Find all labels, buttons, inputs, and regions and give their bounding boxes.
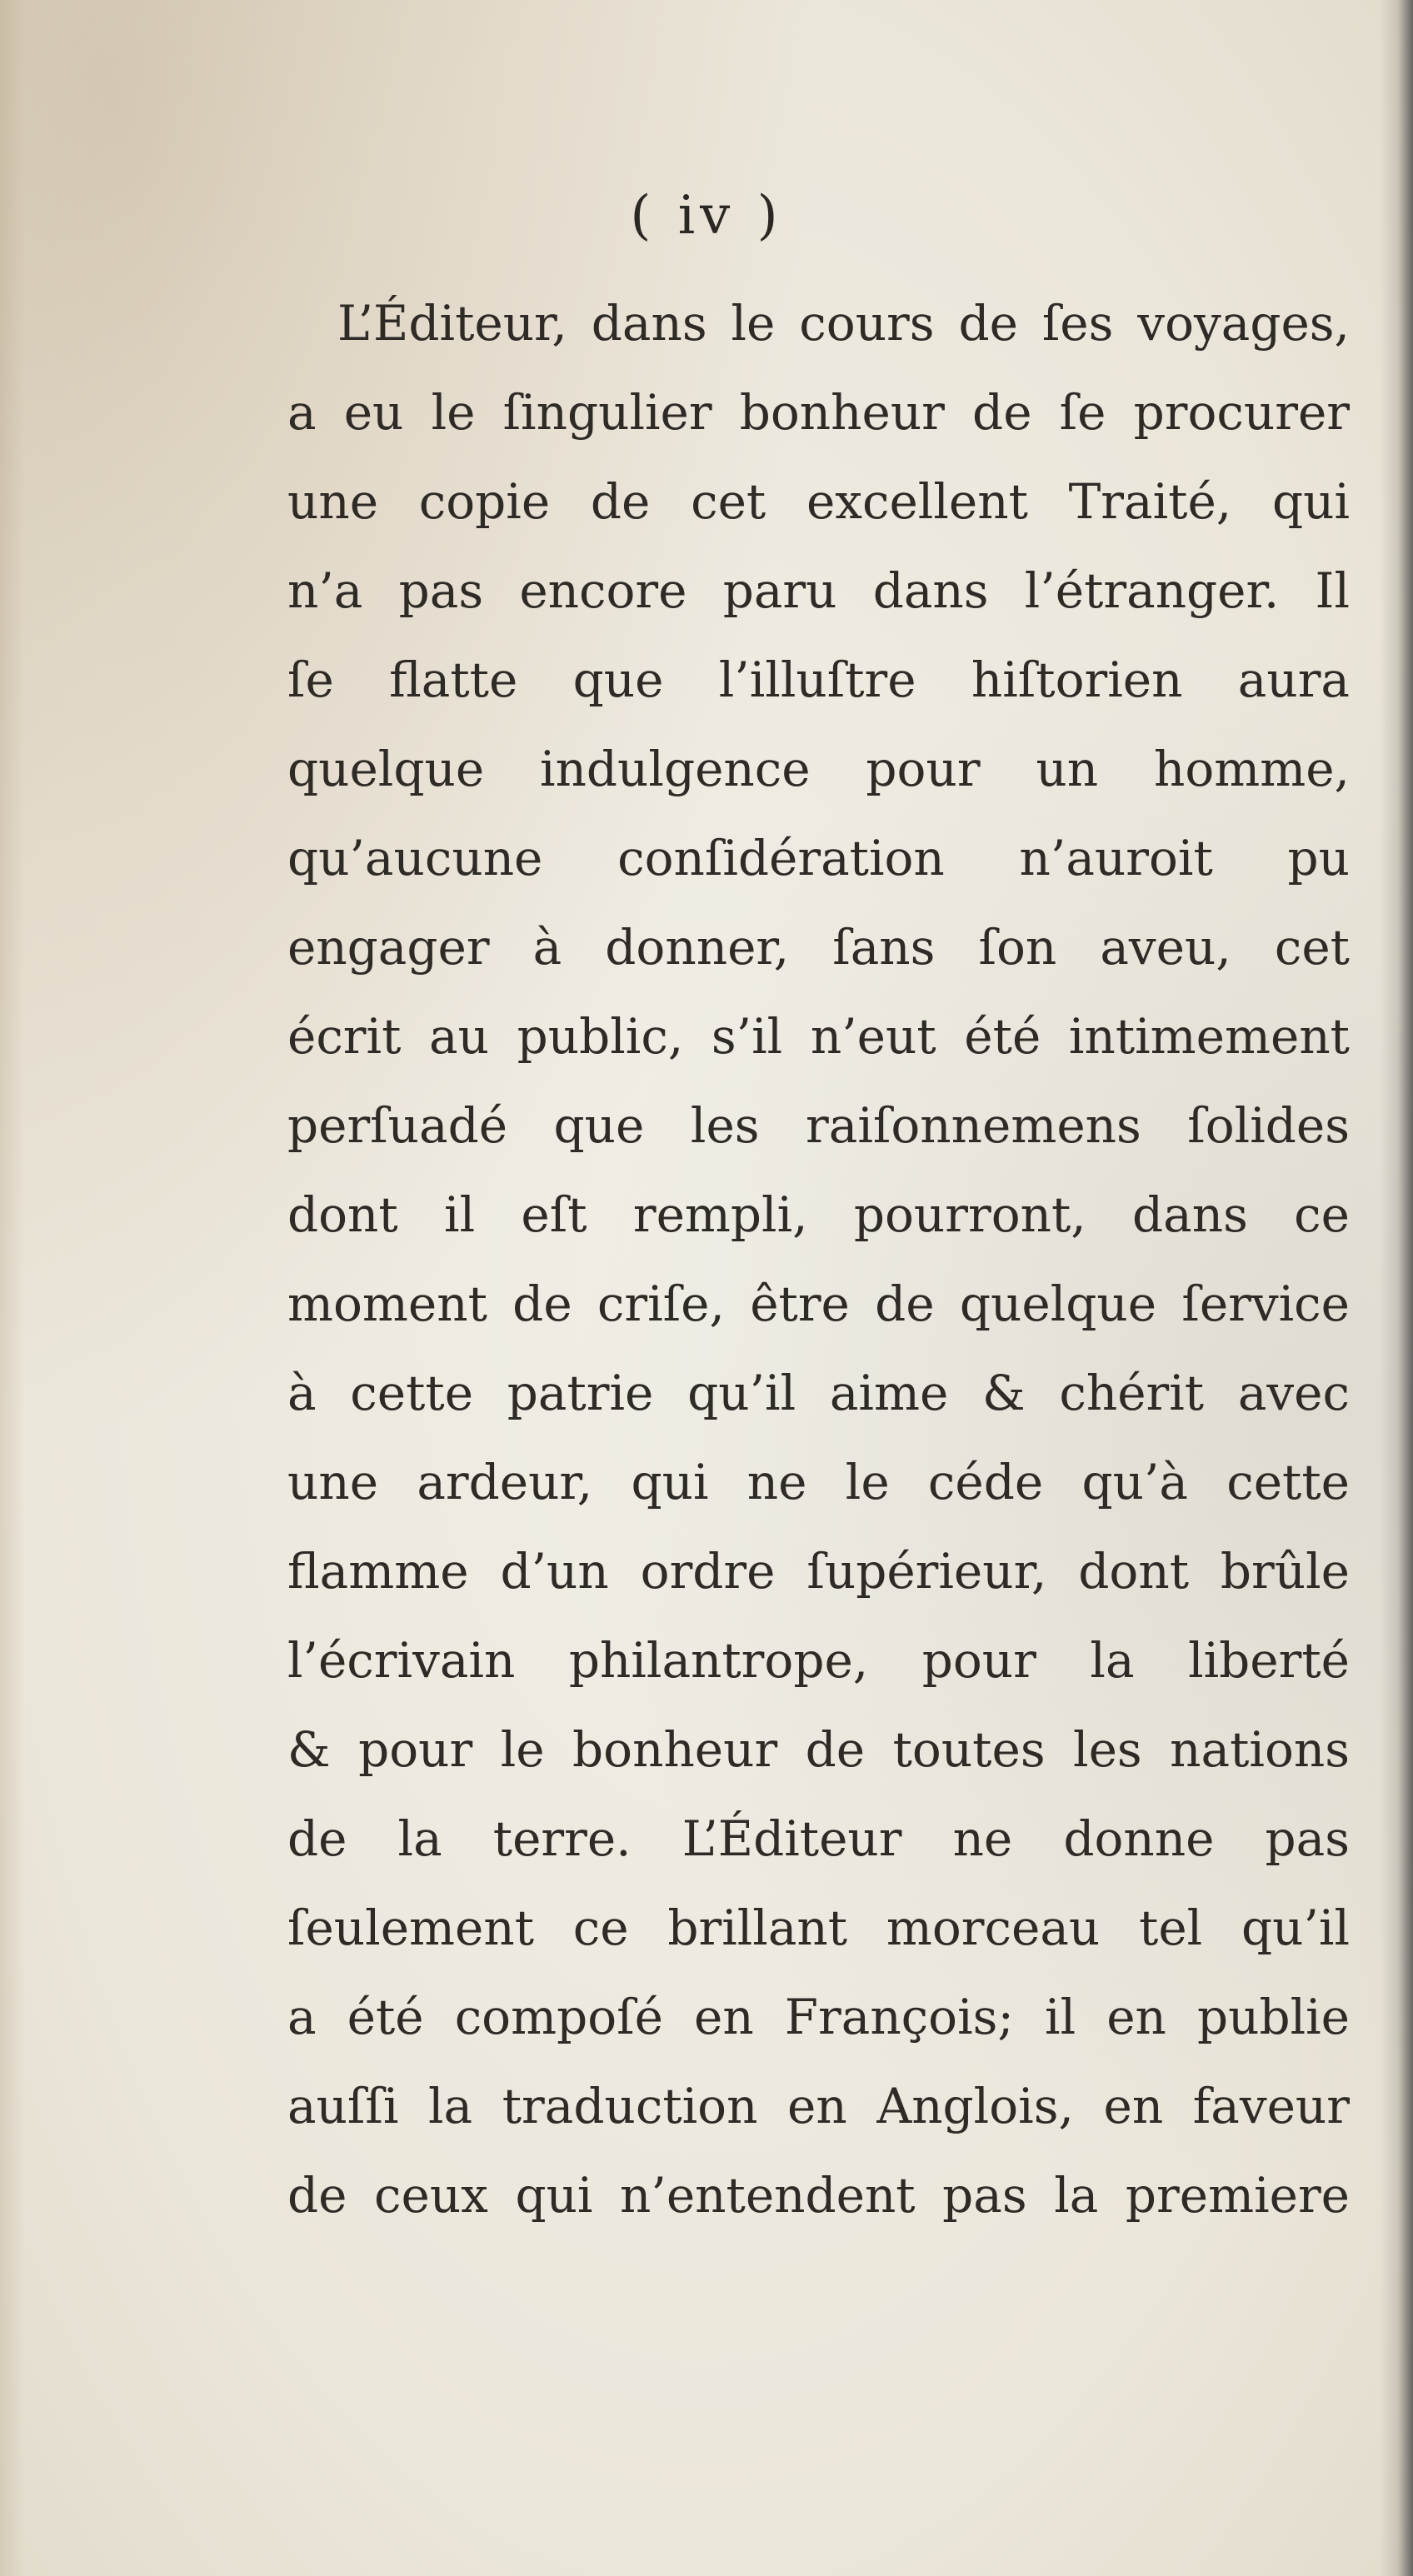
text-line: engager à donner, ſans ſon aveu, cet [287,919,1350,976]
text-line: de ceux qui n’entendent pas la premiere [287,2167,1350,2224]
text-line: ſeulement ce brillant morceau tel qu’il [287,1900,1350,1956]
text-line: ſe flatte que l’illuſtre hiſtorien aura [287,651,1350,708]
page-right-edge-shadow [1380,0,1413,2576]
text-line: L’Éditeur, dans le cours de ſes voyages, [337,295,1350,352]
page-number: ( iv ) [630,185,783,247]
text-line: à cette patrie qu’il aime & chérit avec [287,1365,1350,1421]
text-line: perſuadé que les raiſonnemens ſolides [287,1097,1350,1154]
text-line: flamme d’un ordre ſupérieur, dont brûle [287,1543,1350,1600]
text-line: écrit au public, s’il n’eut été intimement [287,1008,1350,1065]
text-line: auſſi la traduction en Anglois, en faveur [287,2078,1350,2134]
text-line: n’a pas encore paru dans l’étranger. Il [287,562,1350,619]
text-line: dont il eſt rempli, pourront, dans ce [287,1186,1350,1243]
text-line: a eu le ſingulier bonheur de ſe procurer [287,384,1350,441]
body-text [287,279,1350,2240]
text-line: qu’aucune conſidération n’auroit pu [287,830,1350,886]
text-line: quelque indulgence pour un homme, [287,741,1350,797]
text-line: une ardeur, qui ne le céde qu’à cette [287,1454,1350,1510]
text-line: une copie de cet excellent Traité, qui [287,473,1350,530]
text-line: a été compoſé en François; il en publie [287,1989,1350,2045]
text-line: moment de criſe, être de quelque ſervice [287,1276,1350,1332]
page-left-edge-stain [0,0,25,2576]
text-line: & pour le bonheur de toutes les nations [287,1721,1350,1778]
text-line: de la terre. L’Éditeur ne donne pas [287,1810,1350,1867]
text-line: l’écrivain philantrope, pour la liberté [287,1632,1350,1689]
